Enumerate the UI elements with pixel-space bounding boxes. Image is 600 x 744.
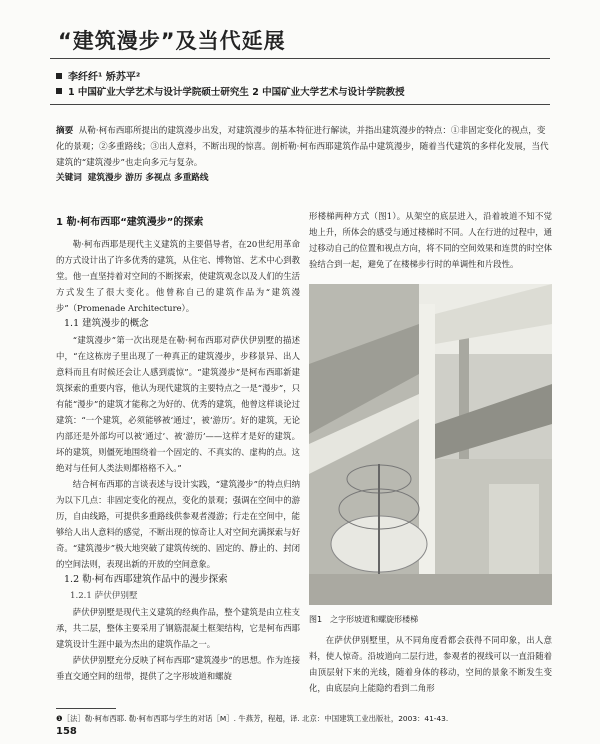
authors-line: [56, 68, 140, 83]
abstract-label: 摘要: [56, 126, 74, 136]
keywords-text: 建筑漫步 游历 多视点 多重路线: [87, 173, 209, 183]
subsubsection-heading: 1.2.1 萨伏伊别墅: [70, 591, 138, 601]
figure-photo-ramp-and-stair: [309, 284, 552, 605]
subsection-heading: 1.2 勒·柯布西耶建筑作品中的漫步探索: [64, 574, 228, 585]
figure-number: 图1: [309, 615, 323, 624]
abstract-text: 从勒·柯布西耶所提出的建筑漫步出发，对建筑漫步的基本特征进行解读，并指出建筑漫步的特点：①非固定变化的视点，变化的景观；②多重路线；③出人意料，不断出现的惊喜。剖析勒·柯布西耶建筑作品中建筑漫步，随着当代建筑的多样化发展，当代建筑的“建筑漫步”也走向多元与复杂。: [56, 126, 549, 168]
subsection-heading: 1.1 建筑漫步的概念: [64, 318, 149, 329]
right-column-top: [309, 208, 552, 272]
figure-caption-text: 之字形坡道和螺旋形楼梯: [330, 615, 419, 624]
right-column-bottom: [309, 632, 552, 696]
paragraph: 形楼梯两种方式（图1）。从架空的底层进入，沿着坡道不知不觉地上升，所体会的感受与通过楼梯时不同。人在行进的过程中，通过移动自己的位置和视点方向，将不同的空间效果和连贯的时空体验结合到一起，避免了在楼梯步行时的单调性和片段性。: [309, 211, 552, 269]
keywords-label: 关键词: [56, 173, 82, 183]
article-title: “建筑漫步”及当代延展: [58, 29, 286, 53]
keywords: [56, 171, 208, 183]
paragraph: 在萨伏伊别墅里，从不同角度看都会获得不同印象，出人意料，使人惊奇。沿坡道向二层行进，参观者的视线可以一直沿随着由顶层射下来的光线，随着身体的移动，空间的景象不断发生变化，由底层向上能隐约看到二角形: [309, 635, 552, 693]
square-bullet-icon: [56, 88, 62, 94]
authors: 李纤纤¹ 矫苏平²: [68, 72, 141, 83]
affiliation-line: [56, 84, 405, 98]
paragraph: 结合柯布西耶的言谈表述与设计实践，“建筑漫步”的特点归纳为以下几点：非固定变化的视点，变化的景观；强调在空间中的游历，自由线路，可提供多重路线供参观者漫游；行走在空间中，能够给人出人意料的感觉，不断出现的惊奇让人对空间充满探索与好奇。“建筑漫步”极大地突破了建筑传统的、固定的、静止的、封闭的空间法则，表现出新的开放的空间意象。: [56, 479, 300, 569]
abstract: [56, 123, 550, 171]
paragraph: 勒·柯布西耶是现代主义建筑的主要倡导者，在20世纪用革命的方式设计出了许多优秀的建筑，从住宅、博物馆、艺术中心到教堂。他一直坚持着对空间的不断探索，使建筑观念以及人们的生活方式发生了很大变化。他曾称自己的建筑作品为“建筑漫步”（Promenade Architecture）。: [56, 239, 300, 313]
square-bullet-icon: [56, 73, 62, 79]
title-rule: [50, 58, 550, 59]
paragraph: 萨伏伊别墅充分反映了柯布西耶“建筑漫步”的思想。作为连接垂直交通空间的纽带，提供了之字形坡道和螺旋: [56, 655, 300, 681]
footnote-rule: [56, 708, 116, 709]
figure-caption: [309, 614, 552, 625]
page-number: 158: [56, 726, 77, 737]
left-column: [56, 215, 300, 684]
footnote: ❶［法］勒·柯布西耶. 勒·柯布西耶与学生的对话［M］. 牛燕芳，程超，译. 北京：中国建筑工业出版社，2003：41-43.: [56, 714, 449, 723]
affiliation: 1 中国矿业大学艺术与设计学院硕士研究生 2 中国矿业大学艺术与设计学院教授: [68, 87, 405, 98]
paragraph: 萨伏伊别墅是现代主义建筑的经典作品，整个建筑是由立柱支承，共二层，整体主要采用了钢筋混凝土框架结构，它是柯布西耶建筑设计生涯中最为杰出的建筑作品之一。: [56, 607, 300, 649]
header-rule: [50, 104, 550, 105]
section-heading: 1 勒·柯布西耶“建筑漫步”的探索: [56, 217, 204, 228]
paragraph: “建筑漫步”第一次出现是在勒·柯布西耶对萨伏伊别墅的描述中，“在这栋房子里出现了一种真正的建筑漫步，步移景异、出人意料而且有时候还会让人感到震惊”。“建筑漫步”是柯布西耶新建筑探索的重要内容，他认为现代建筑的主要特点之一是“漫步”，只有能“漫步”的建筑才能称之为好的、优秀的建筑，他曾这样谈论过建筑：“一个建筑，必须能够被‘通过’，被‘游历’。好的建筑，无论内部还是外部均可以被‘通过’、被‘游历’——这样才是好的建筑。坏的建筑，则僵死地围绕着一个固定的、不真实的、虚构的点。这绝对与任何人类法则都格格不入。”: [56, 335, 300, 473]
architecture-photo: [309, 284, 552, 605]
